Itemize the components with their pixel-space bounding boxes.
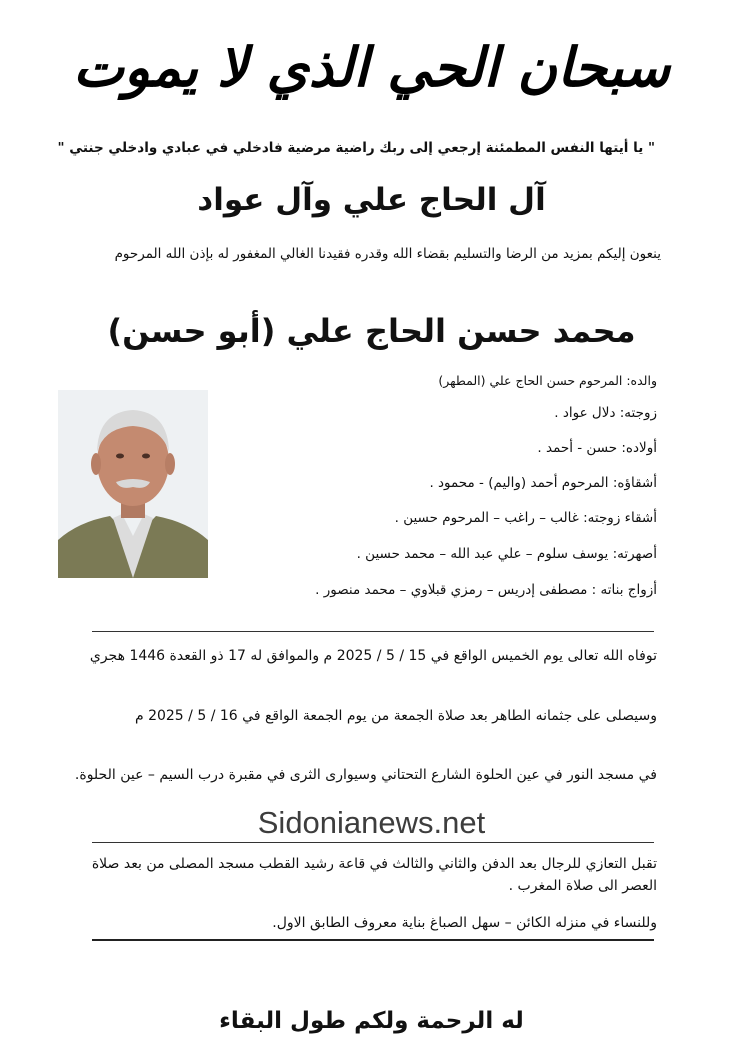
divider — [92, 631, 654, 632]
funeral-details: وسيصلى على جثمانه الطاهر بعد صلاة الجمعة من يوم الجمعة الواقع في 16 / 5 / 2025 م — [134, 708, 657, 724]
relative-line: أشقاء زوجته: غالب – راغب – المرحوم حسين . — [394, 510, 657, 526]
site-watermark: Sidonianews.net — [257, 805, 486, 840]
deceased-photo — [58, 390, 208, 578]
announcement-text: ينعون إليكم بمزيد من الرضا والتسليم بقضاء الله وقدره فقيدنا الغالي المغفور له بإذن الله المرحوم — [114, 246, 661, 262]
burial-details: في مسجد النور في عين الحلوة الشارع التحتاني وسيوارى الثرى في مقبرة درب السيم – عين الحلوة. — [74, 767, 657, 783]
quran-verse: " يا أيتها النفس المطمئنة إرجعي إلى ربك راضية مرضية فادخلي في عبادي وادخلي جنتي " — [57, 140, 655, 156]
father-line: والده: المرحوم حسن الحاج علي (المطهر) — [438, 373, 657, 388]
relative-line: أصهرته: يوسف سلوم – علي عبد الله – محمد حسين . — [356, 546, 657, 562]
condolences-men: تقبل التعازي للرجال بعد الدفن والثاني والثالث في قاعة رشيد القطب مسجد المصلى من بعد صلاة العصر الى صلاة المغرب . — [91, 856, 657, 894]
relative-line: زوجته: دلال عواد . — [554, 405, 657, 421]
relative-line: أشقاؤه: المرحوم أحمد (واليم) - محمود . — [429, 475, 657, 491]
closing-phrase: له الرحمة ولكم طول البقاء — [219, 1008, 524, 1034]
divider — [92, 939, 654, 941]
deceased-name: محمد حسن الحاج علي (أبو حسن) — [107, 312, 636, 350]
divider — [92, 842, 654, 843]
death-details: توفاه الله تعالى يوم الخميس الواقع في 15 / 5 / 2025 م والموافق له 17 ذو القعدة 1446 هجري — [89, 648, 657, 664]
header-calligraphy: سبحان الحي الذي لا يموت — [73, 35, 670, 99]
relative-line: أولاده: حسن - أحمد . — [537, 440, 657, 456]
relative-line: أزواج بناته : مصطفى إدريس – رمزي قبلاوي – محمد منصور . — [315, 582, 657, 598]
condolences-women: وللنساء في منزله الكائن – سهل الصباغ بناية معروف الطابق الاول. — [272, 915, 657, 931]
family-title: آل الحاج علي وآل عواد — [197, 182, 546, 218]
